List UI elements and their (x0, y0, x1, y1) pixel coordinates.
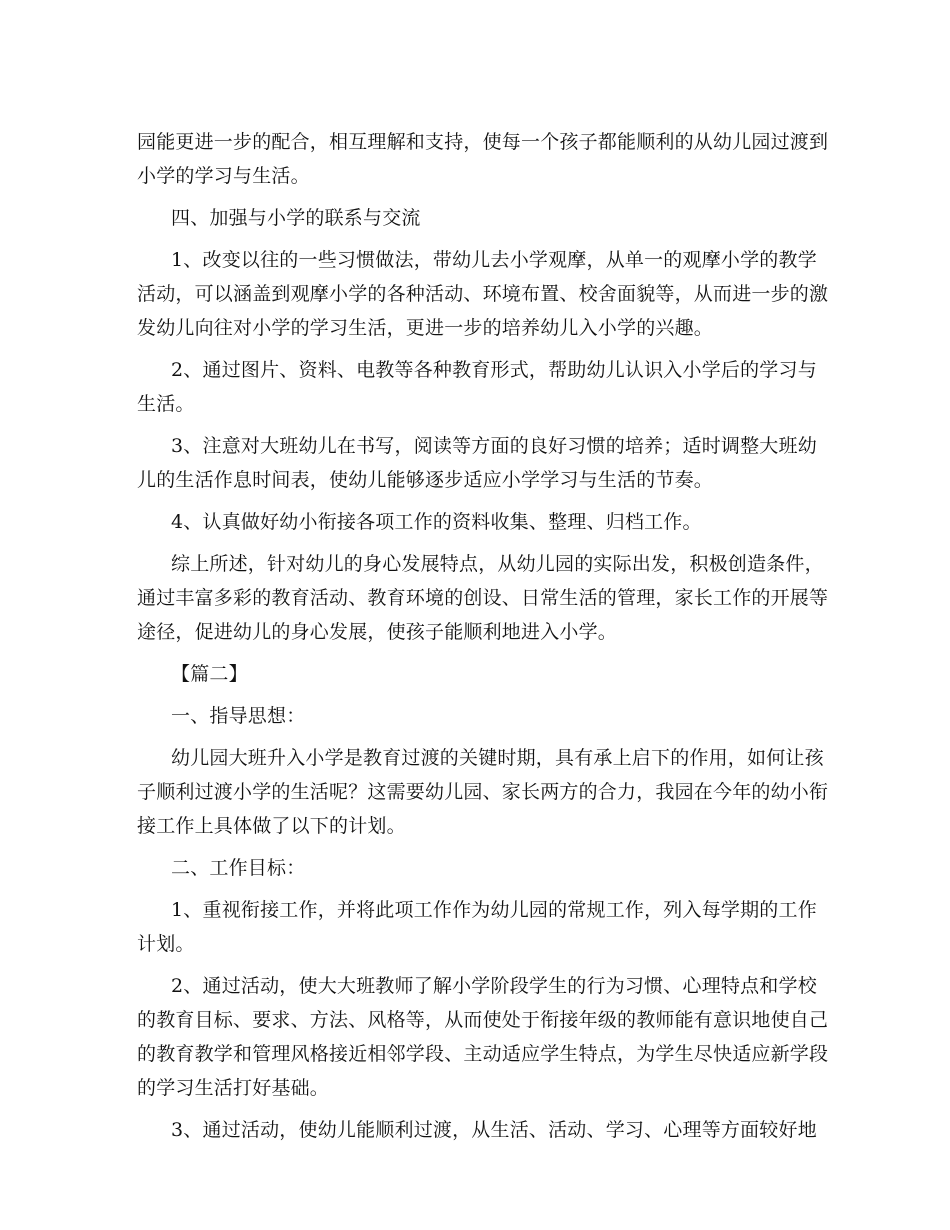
paragraph-line: 2、通过活动，使大大班教师了解小学阶段学生的行为习惯、心理特点和学校 (171, 975, 817, 997)
paragraph-line: 园能更进一步的配合，相互理解和支持，使每一个孩子都能顺利的从幼儿园过渡到 (137, 131, 829, 153)
section-heading: 二、工作目标： (171, 857, 306, 879)
paragraph-line: 接工作上具体做了以下的计划。 (137, 815, 406, 837)
paragraph-line: 活动，可以涵盖到观摩小学的各种活动、环境布置、校舍面貌等，从而进一步的激 (137, 283, 829, 305)
paragraph-line: 2、通过图片、资料、电教等各种教育形式，帮助幼儿认识入小学后的学习与 (171, 359, 817, 381)
paragraph-line: 的教育教学和管理风格接近相邻学段、主动适应学生特点，为学生尽快适应新学段 (137, 1043, 829, 1065)
section-heading: 一、指导思想： (171, 705, 306, 727)
paragraph-line: 小学的学习与生活。 (137, 165, 310, 187)
paragraph-line: 1、改变以往的一些习惯做法，带幼儿去小学观摩，从单一的观摩小学的教学 (171, 249, 817, 271)
part-heading: 【篇二】 (171, 663, 248, 685)
paragraph-line: 的学习生活打好基础。 (137, 1077, 330, 1099)
paragraph-line: 4、认真做好幼小衔接各项工作的资料收集、整理、归档工作。 (171, 511, 702, 533)
paragraph-line: 3、通过活动，使幼儿能顺利过渡，从生活、活动、学习、心理等方面较好地 (171, 1119, 817, 1141)
paragraph-line: 的教育目标、要求、方法、风格等，从而使处于衔接年级的教师能有意识地使自己 (137, 1009, 829, 1031)
section-heading: 四、加强与小学的联系与交流 (171, 207, 421, 229)
paragraph-line: 儿的生活作息时间表，使幼儿能够逐步适应小学学习与生活的节奏。 (137, 469, 714, 491)
paragraph-line: 发幼儿向往对小学的学习生活，更进一步的培养幼儿入小学的兴趣。 (137, 317, 714, 339)
paragraph-line: 3、注意对大班幼儿在书写，阅读等方面的良好习惯的培养；适时调整大班幼 (171, 435, 817, 457)
paragraph-line: 计划。 (137, 933, 195, 955)
paragraph-line: 幼儿园大班升入小学是教育过渡的关键时期，具有承上启下的作用，如何让孩 (171, 747, 824, 769)
paragraph-line: 生活。 (137, 393, 195, 415)
paragraph-line: 子顺利过渡小学的生活呢？这需要幼儿园、家长两方的合力，我园在今年的幼小衔 (137, 781, 829, 803)
paragraph-line: 1、重视衔接工作，并将此项工作作为幼儿园的常规工作，列入每学期的工作 (171, 899, 817, 921)
paragraph-line: 通过丰富多彩的教育活动、教育环境的创设、日常生活的管理，家长工作的开展等 (137, 587, 829, 609)
paragraph-line: 途径，促进幼儿的身心发展，使孩子能顺利地进入小学。 (137, 621, 618, 643)
paragraph-line: 综上所述，针对幼儿的身心发展特点，从幼儿园的实际出发，积极创造条件， (171, 553, 824, 575)
